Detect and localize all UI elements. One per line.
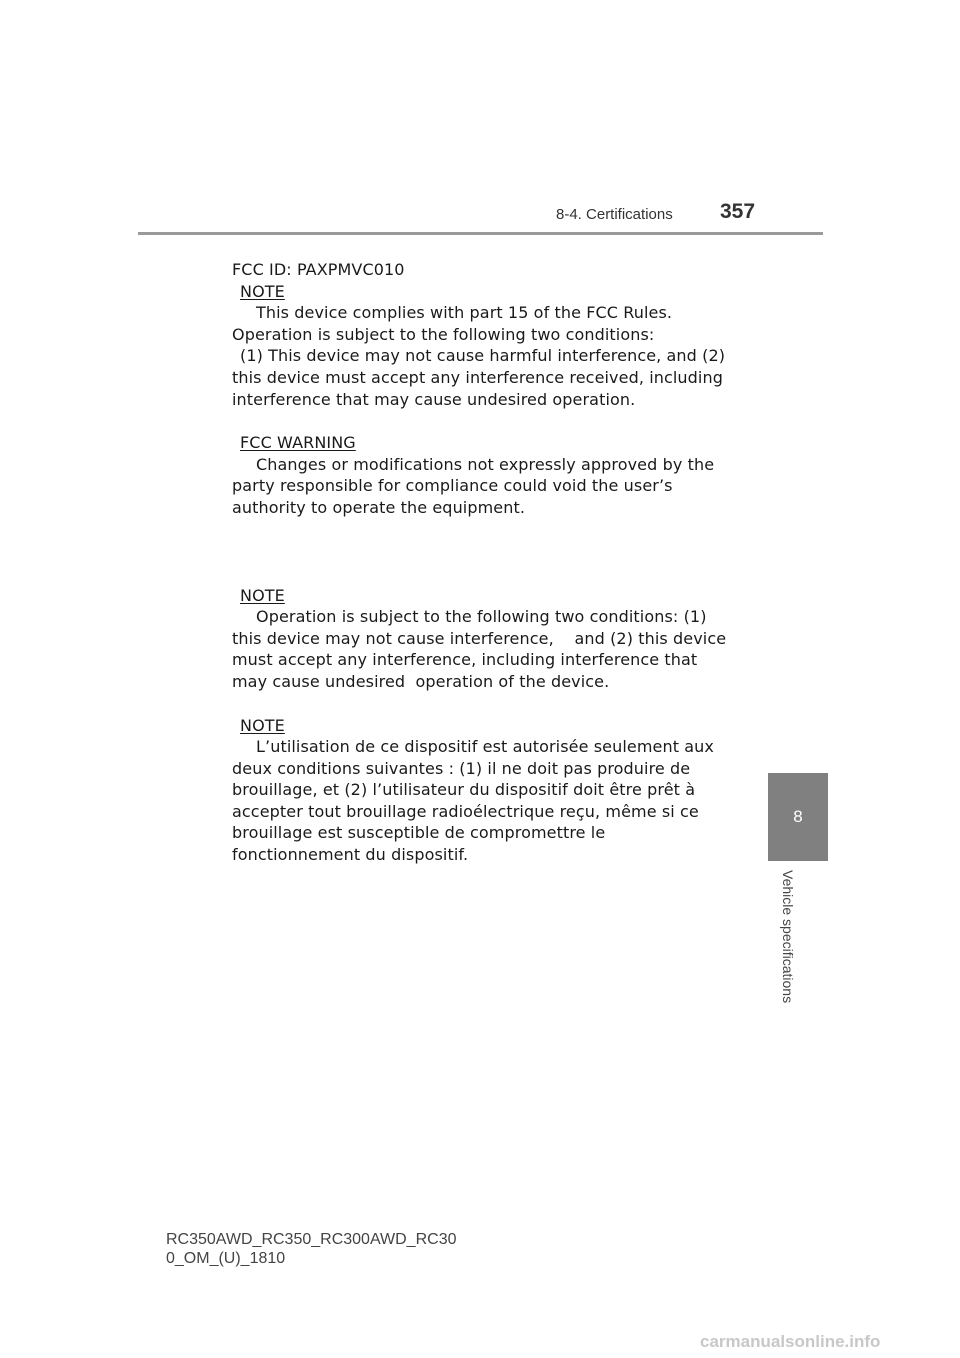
note1-text: interference that may cause undesired operation. (232, 389, 636, 409)
footer-line: RC350AWD_RC350_RC300AWD_RC30 (166, 1231, 457, 1248)
footer-document-code (166, 1230, 456, 1268)
chapter-number: 8 (793, 807, 803, 826)
chapter-tab (768, 773, 828, 861)
watermark: carmanualsonline.info (700, 1332, 881, 1351)
note1-text: (1) This device may not cause harmful interference, and (2) (240, 346, 726, 366)
fcc-warning-text: party responsible for compliance could void the user’s (232, 476, 673, 496)
chapter-title: Vehicle specifications (780, 870, 796, 1004)
fcc-warning-text: authority to operate the equipment. (232, 497, 526, 517)
note1-text: This device complies with part 15 of the FCC Rules. (256, 303, 673, 323)
note3-text: brouillage est susceptible de compromettre le (232, 823, 606, 843)
header-divider (138, 232, 823, 235)
fcc-id: FCC ID: PAXPMVC010 (232, 260, 405, 279)
note1-heading: NOTE (240, 281, 285, 301)
note3-text: brouillage, et (2) l’utilisateur du dispositif doit être prêt à (232, 780, 696, 800)
note3-text: deux conditions suivantes : (1) il ne doit pas produire de (232, 758, 691, 778)
fcc-warning-text: Changes or modifications not expressly approved by the (256, 454, 715, 474)
note2-text: Operation is subject to the following two conditions: (1) (256, 607, 707, 627)
note3-heading: NOTE (240, 715, 285, 735)
fcc-warning-heading: FCC WARNING (240, 433, 356, 453)
note1-text: this device must accept any interference received, including (232, 367, 723, 387)
note1-text: Operation is subject to the following two conditions: (232, 324, 655, 344)
header-section-title: 8-4. Certifications (556, 206, 673, 223)
note2-text: may cause undesired operation of the device. (232, 671, 610, 691)
footer-line: 0_OM_(U)_1810 (166, 1250, 286, 1267)
note2-text: this device may not cause interference, and (2) this device (232, 628, 727, 648)
note2-heading: NOTE (240, 585, 285, 605)
page-number: 357 (720, 200, 756, 223)
note3-text: accepter tout brouillage radioélectrique reçu, même si ce (232, 801, 699, 821)
note2-text: must accept any interference, including interference that (232, 650, 698, 670)
page-content (232, 259, 742, 866)
note3-text: fonctionnement du dispositif. (232, 845, 469, 865)
note3-text: L’utilisation de ce dispositif est autorisée seulement aux (256, 737, 714, 757)
